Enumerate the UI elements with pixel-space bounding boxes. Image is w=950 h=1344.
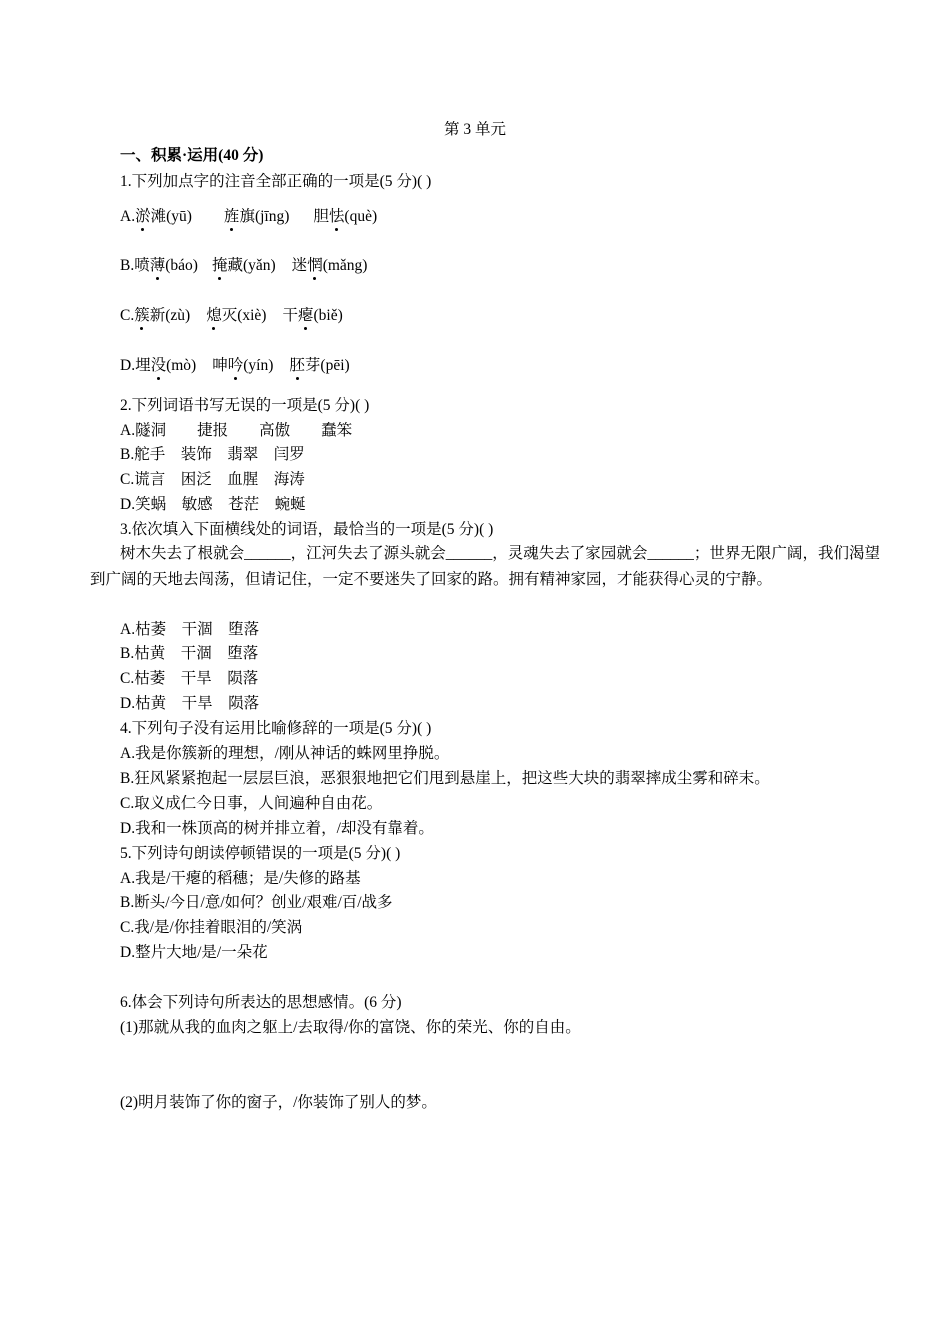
question-3-option-b: B.枯黄 干涸 堕落 xyxy=(120,645,259,662)
page-title: 第 3 单元 xyxy=(443,121,506,138)
question-2-option-c: C.谎言 困泛 血腥 海涛 xyxy=(120,471,305,488)
question-1-stem: 1.下列加点字的注音全部正确的一项是(5 分)( ) xyxy=(120,173,432,190)
question-5-option-a: A.我是/干瘪的稻穗；是/失修的路基 xyxy=(120,870,361,887)
question-5-option-b: B.断头/今日/意/如何？创业/艰难/百/战多 xyxy=(120,894,393,911)
question-4-option-b: B.狂风紧紧抱起一层层巨浪，恶狠狠地把它们甩到悬崖上，把这些大块的翡翠摔成尘雾和碎末。 xyxy=(120,770,770,787)
question-4-option-c: C.取义成仁今日事，人间遍种自由花。 xyxy=(120,795,383,812)
question-1-option-c: C.簇新(zù) 熄灭(xiè) 干瘪(biě) xyxy=(120,307,343,324)
question-6-sentence-2: (2)明月装饰了你的窗子，/你装饰了别人的梦。 xyxy=(120,1094,437,1111)
section-heading: 一、积累·运用(40 分) xyxy=(120,147,264,164)
question-4-option-d: D.我和一株顶高的树并排立着，/却没有靠着。 xyxy=(120,820,434,837)
question-1-option-b: B.喷薄(báo) 掩藏(yǎn) 迷惘(mǎng) xyxy=(120,257,368,274)
question-1-option-a: A.淤滩(yū) 旌旗(jīng) 胆怯(què) xyxy=(120,208,378,225)
question-2-option-a: A.隧洞 捷报 高傲 蠢笨 xyxy=(120,422,353,439)
question-3-option-c: C.枯萎 干旱 陨落 xyxy=(120,670,259,687)
question-3-option-a: A.枯萎 干涸 堕落 xyxy=(120,621,260,638)
question-6-sentence-1: (1)那就从我的血肉之躯上/去取得/你的富饶、你的荣光、你的自由。 xyxy=(120,1019,581,1036)
question-1-option-d: D.埋没(mò) 呻吟(yín) 胚芽(pēi) xyxy=(120,357,350,374)
question-3-stem: 3.依次填入下面横线处的词语，最恰当的一项是(5 分)( ) xyxy=(120,521,494,538)
question-3-option-d: D.枯黄 干旱 陨落 xyxy=(120,695,260,712)
question-2-stem: 2.下列词语书写无误的一项是(5 分)( ) xyxy=(120,397,370,414)
question-3-passage: 树木失去了根就会______，江河失去了源头就会______，灵魂失去了家园就会______；世界无限广阔，我们渴望到广阔的天地去闯荡，但请记住，一定不要迷失了回家的路。拥有精神家园，才能获得心灵的宁静。 xyxy=(90,545,880,588)
question-2-option-b: B.舵手 装饰 翡翠 闫罗 xyxy=(120,446,305,463)
question-5-option-d: D.整片大地/是/一朵花 xyxy=(120,944,268,961)
question-5-option-c: C.我/是/你挂着眼泪的/笑涡 xyxy=(120,919,303,936)
question-2-option-d: D.笑蜗 敏感 苍茫 蜿蜒 xyxy=(120,496,306,513)
question-4-stem: 4.下列句子没有运用比喻修辞的一项是(5 分)( ) xyxy=(120,720,432,737)
question-6-stem: 6.体会下列诗句所表达的思想感情。(6 分) xyxy=(120,994,402,1011)
question-5-stem: 5.下列诗句朗读停顿错误的一项是(5 分)( ) xyxy=(120,845,401,862)
question-4-option-a: A.我是你簇新的理想，/刚从神话的蛛网里挣脱。 xyxy=(120,745,450,762)
